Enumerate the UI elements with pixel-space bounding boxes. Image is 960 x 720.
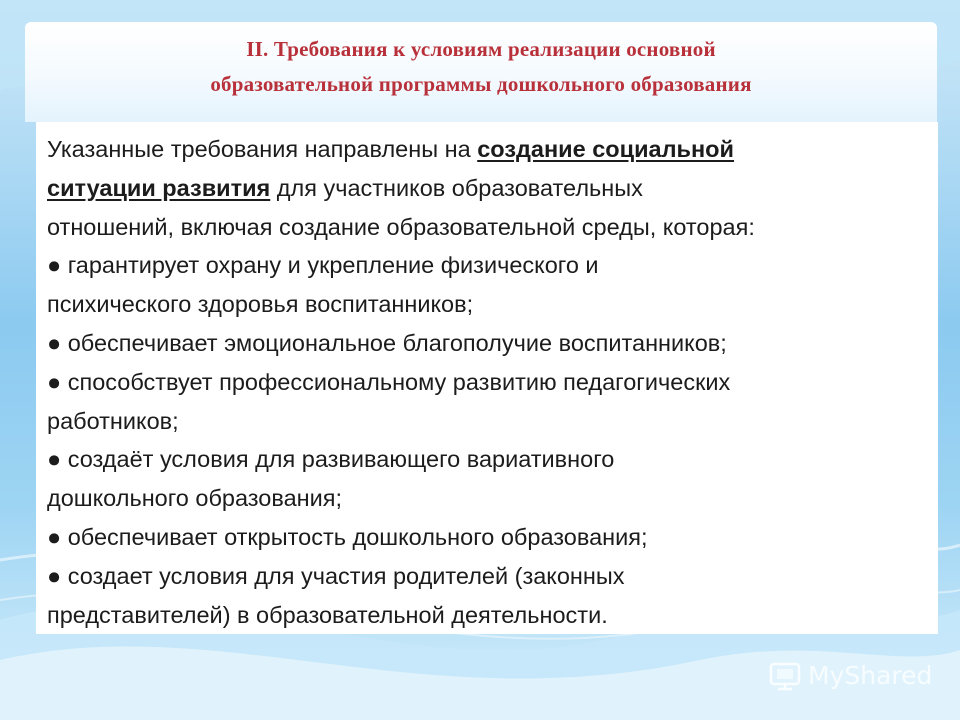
title-line-1: II. Требования к условиям реализации основной xyxy=(246,37,716,61)
bullet-professional-line-1: ● способствует профессиональному развитию педагогических xyxy=(47,368,731,395)
intro-line-1 xyxy=(47,130,927,169)
bullet-variative-line-2: дошкольного образования; xyxy=(47,485,343,512)
bullet-variative-line-1: ● создаёт условия для развивающего вариативного xyxy=(47,446,615,473)
intro-line-3: отношений, включая создание образовательной среды, которая: xyxy=(47,213,755,240)
bullet-openness: ● обеспечивает открытость дошкольного образования; xyxy=(47,523,648,550)
title-line-2: образовательной программы дошкольного образования xyxy=(210,72,752,96)
slide-body xyxy=(47,130,927,634)
bullet-health-line-1: ● гарантирует охрану и укрепление физического и xyxy=(47,252,599,279)
bullet-parents-line-2: представителей) в образовательной деятельности. xyxy=(47,601,608,628)
intro-text: Указанные требования направлены на xyxy=(47,136,478,162)
bullet-parents-line-1: ● создает условия для участия родителей (законных xyxy=(47,562,625,589)
myshared-watermark xyxy=(768,655,932,695)
bullet-professional-line-2: работников; xyxy=(47,407,179,434)
intro-continuation: для участников образовательных xyxy=(270,174,643,201)
intro-line-2 xyxy=(47,169,927,208)
watermark-text: MyShared xyxy=(808,660,933,690)
slide-title xyxy=(25,32,937,102)
bullet-emotional: ● обеспечивает эмоциональное благополучие воспитанников; xyxy=(47,329,727,356)
emphasis-development: ситуации развития xyxy=(47,174,271,201)
bullet-health-line-2: психического здоровья воспитанников; xyxy=(47,291,474,318)
myshared-logo-icon xyxy=(768,658,802,692)
emphasis-social-situation: создание социальной xyxy=(477,136,734,162)
